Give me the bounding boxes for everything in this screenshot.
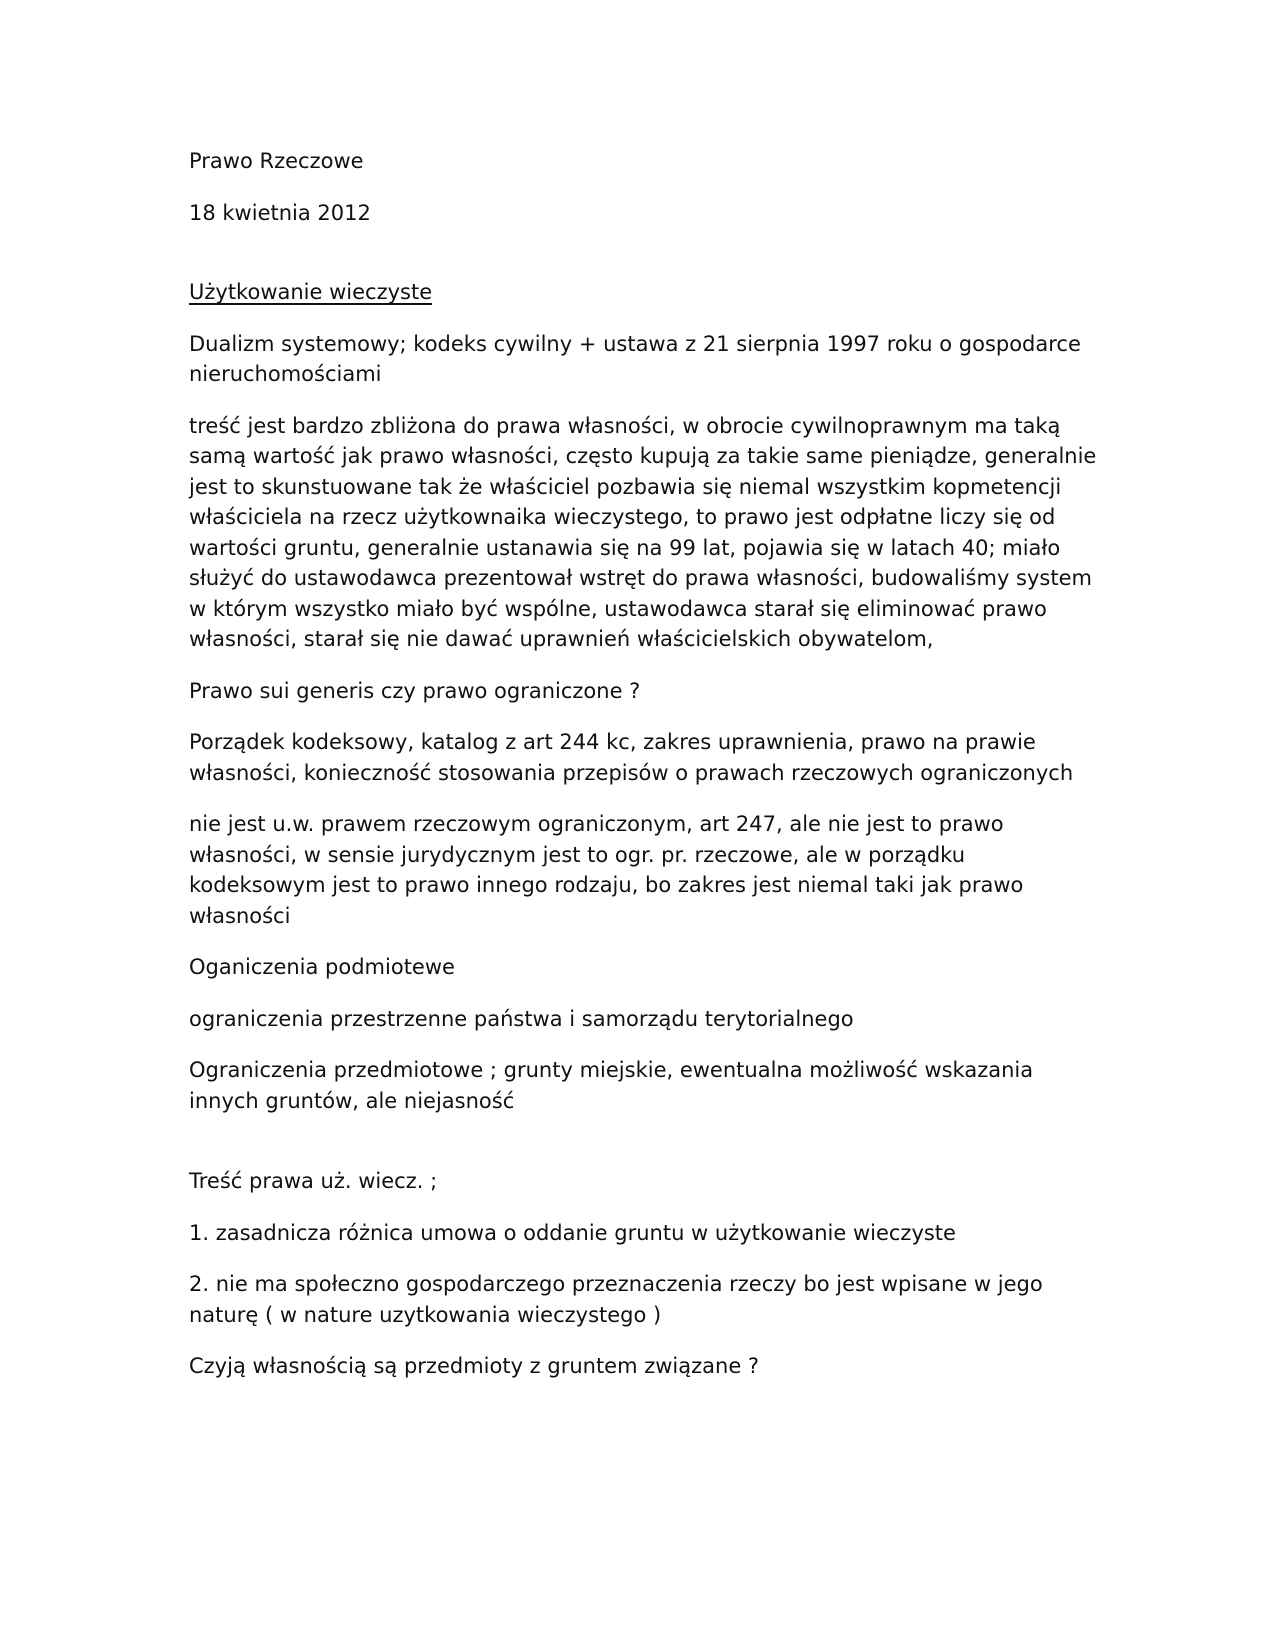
- section-heading-text: Użytkowanie wieczyste: [189, 280, 433, 304]
- paragraph: Prawo sui generis czy prawo ograniczone ?: [189, 678, 641, 703]
- paragraph: Ograniczenia przedmiotowe ; grunty miejskie, ewentualna możliwość wskazania innych gruntów, ale niejasność: [189, 1058, 1034, 1113]
- paragraph: Dualizm systemowy; kodeks cywilny + ustawa z 21 sierpnia 1997 roku o gospodarce nieruchomościami: [189, 331, 1081, 386]
- section-heading: [189, 277, 1099, 308]
- document-date: 18 kwietnia 2012: [189, 200, 371, 225]
- paragraph: Oganiczenia podmiotewe: [189, 955, 455, 979]
- document-body: [189, 146, 1099, 1403]
- document-title: Prawo Rzeczowe: [189, 149, 364, 173]
- paragraph: ograniczenia przestrzenne państwa i samorządu terytorialnego: [189, 1006, 854, 1031]
- paragraph: treść jest bardzo zbliżona do prawa własności, w obrocie cywilnoprawnym ma taką samą wartość jak prawo własności, często kupują za takie same pieniądze, generalnie jest to skunstuowane tak że właściciel pozbawia się niemal wszystkim kopmetencji właściciela na rzecz użytkownaika wieczystego, to prawo jest odpłatne liczy się od wartości gruntu, generalnie ustanawia się na 99 lat, pojawia się w latach 40; miało służyć do ustawodawca prezentował wstręt do prawa własności, budowaliśmy system w którym wszystko miało być wspólne, ustawodawca starał się eliminować prawo własności, starał się nie dawać uprawnień właścicielskich obywatelom,: [189, 413, 1097, 651]
- paragraph: nie jest u.w. prawem rzeczowym ograniczonym, art 247, ale nie jest to prawo własności, w sensie jurydycznym jest to ogr. pr. rzeczowe, ale w porządku kodeksowym jest to prawo innego rodzaju, bo zakres jest niemal taki jak prawo własności: [189, 812, 1024, 928]
- list-item: 1. zasadnicza różnica umowa o oddanie gruntu w użytkowanie wieczyste: [189, 1220, 956, 1245]
- paragraph: Treść prawa uż. wiecz. ;: [189, 1169, 438, 1193]
- paragraph: Czyją własnością są przedmioty z gruntem związane ?: [189, 1354, 760, 1378]
- paragraph: Porządek kodeksowy, katalog z art 244 kc, zakres uprawnienia, prawo na prawie własności, konieczność stosowania przepisów o prawach rzeczowych ograniczonych: [189, 730, 1074, 785]
- list-item: 2. nie ma społeczno gospodarczego przeznaczenia rzeczy bo jest wpisane w jego naturę ( w nature uzytkowania wieczystego ): [189, 1272, 1043, 1327]
